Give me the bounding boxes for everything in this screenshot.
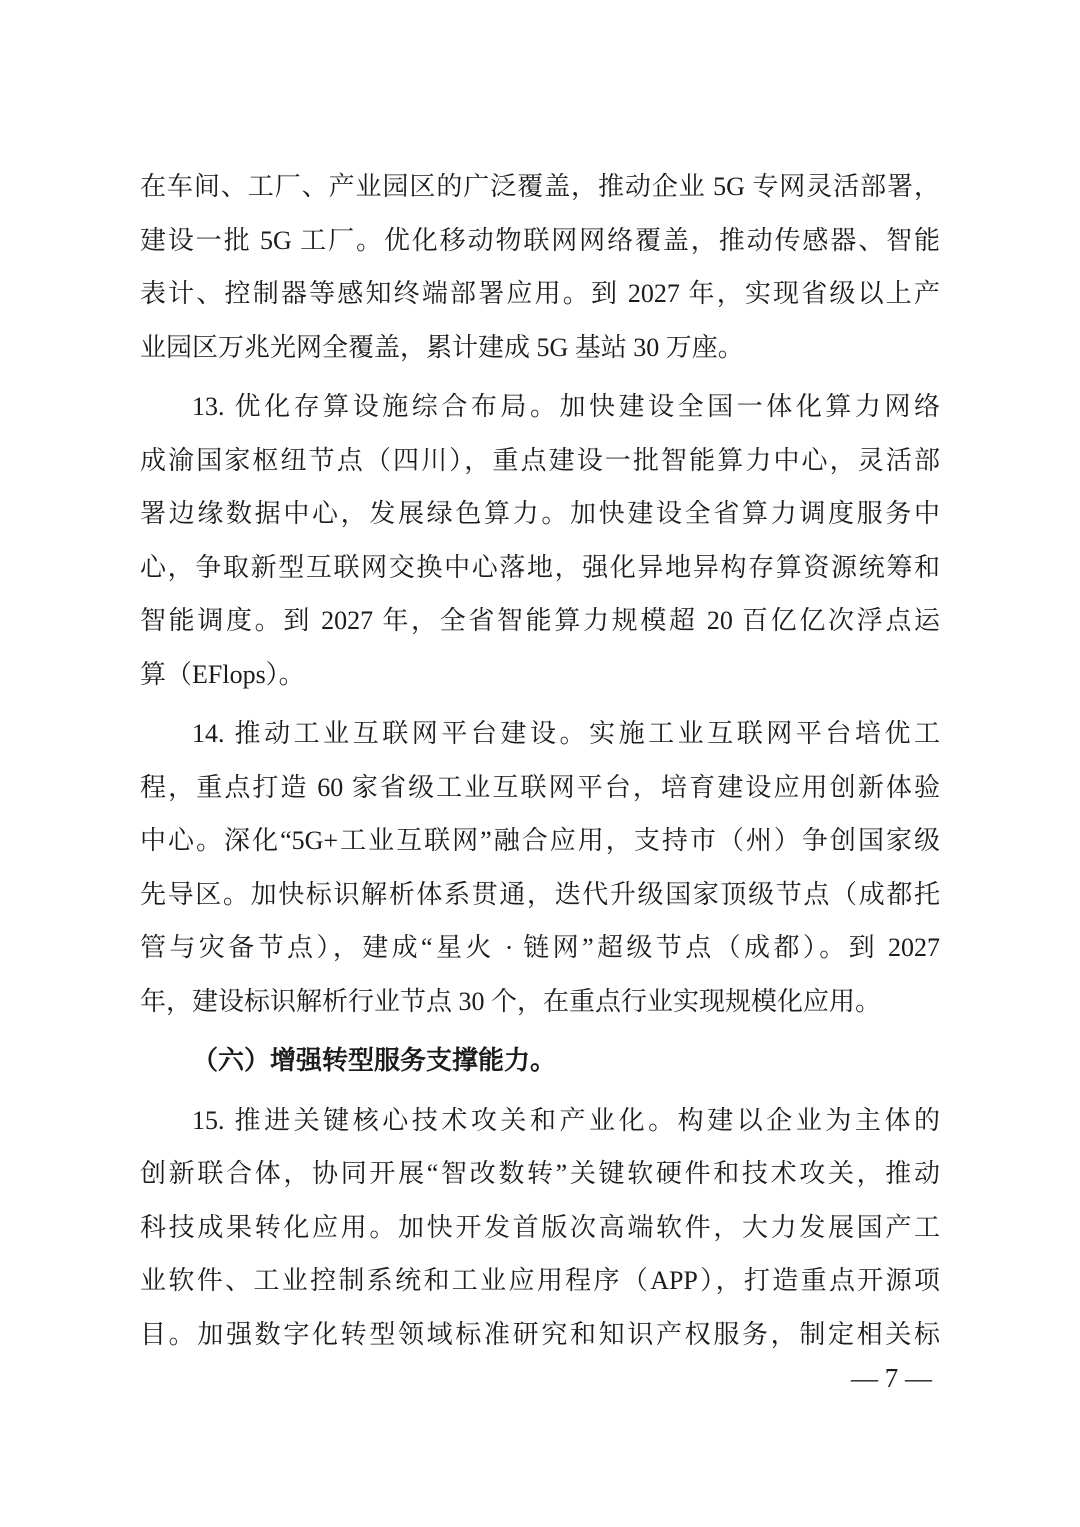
text-line: 成渝国家枢纽节点（四川），重点建设一批智能算力中心，灵活部 — [140, 445, 940, 475]
text-line: 智能调度。到 2027 年，全省智能算力规模超 20 百亿亿次浮点运 — [140, 606, 940, 635]
text-line: 先导区。加快标识解析体系贯通，迭代升级国家顶级节点（成都托 — [140, 879, 940, 909]
text-line: 年，建设标识解析行业节点 30 个，在重点行业实现规模化应用。 — [140, 986, 882, 1016]
paragraph-14 — [140, 707, 940, 1028]
text-line: 建设一批 5G 工厂。优化移动物联网网络覆盖，推动传感器、智能 — [140, 225, 940, 255]
text-line: 14. 推动工业互联网平台建设。实施工业互联网平台培优工 — [192, 719, 940, 748]
document-body — [140, 160, 940, 1361]
page-number: — 7 — — [851, 1363, 932, 1393]
paragraph-12-continuation — [140, 160, 940, 374]
text-line: 署边缘数据中心，发展绿色算力。加快建设全省算力调度服务中 — [140, 499, 940, 528]
text-line: 管与灾备节点），建成“星火 · 链网”超级节点（成都）。到 2027 — [140, 933, 940, 962]
text-line: 在车间、工厂、产业园区的广泛覆盖，推动企业 5G 专网灵活部署， — [140, 172, 940, 201]
text-line: 算（EFlops）。 — [140, 659, 305, 689]
paragraph-13 — [140, 380, 940, 701]
text-line: 15. 推进关键核心技术攻关和产业化。构建以企业为主体的 — [192, 1105, 940, 1135]
text-line: 表计、控制器等感知终端部署应用。到 2027 年，实现省级以上产 — [140, 279, 940, 308]
text-line: （六）增强转型服务支撑能力。 — [192, 1046, 557, 1075]
text-line: 程，重点打造 60 家省级工业互联网平台，培育建设应用创新体验 — [140, 772, 940, 802]
text-line: 创新联合体，协同开展“智改数转”关键软硬件和技术攻关，推动 — [140, 1159, 940, 1188]
text-line: 中心。深化“5G+工业互联网”融合应用，支持市（州）争创国家级 — [140, 826, 940, 855]
text-line: 业园区万兆光网全覆盖，累计建成 5G 基站 30 万座。 — [140, 332, 744, 362]
section-heading-6 — [140, 1034, 940, 1088]
paragraph-15 — [140, 1094, 940, 1362]
text-line: 目。加强数字化转型领域标准研究和知识产权服务，制定相关标 — [140, 1319, 940, 1349]
text-line: 心，争取新型互联网交换中心落地，强化异地异构存算资源统筹和 — [140, 552, 940, 582]
page-footer — [140, 1358, 940, 1398]
text-line: 科技成果转化应用。加快开发首版次高端软件，大力发展国产工 — [140, 1212, 940, 1242]
text-line: 业软件、工业控制系统和工业应用程序（APP），打造重点开源项 — [140, 1266, 940, 1295]
text-line: 13. 优化存算设施综合布局。加快建设全国一体化算力网络 — [192, 392, 940, 421]
